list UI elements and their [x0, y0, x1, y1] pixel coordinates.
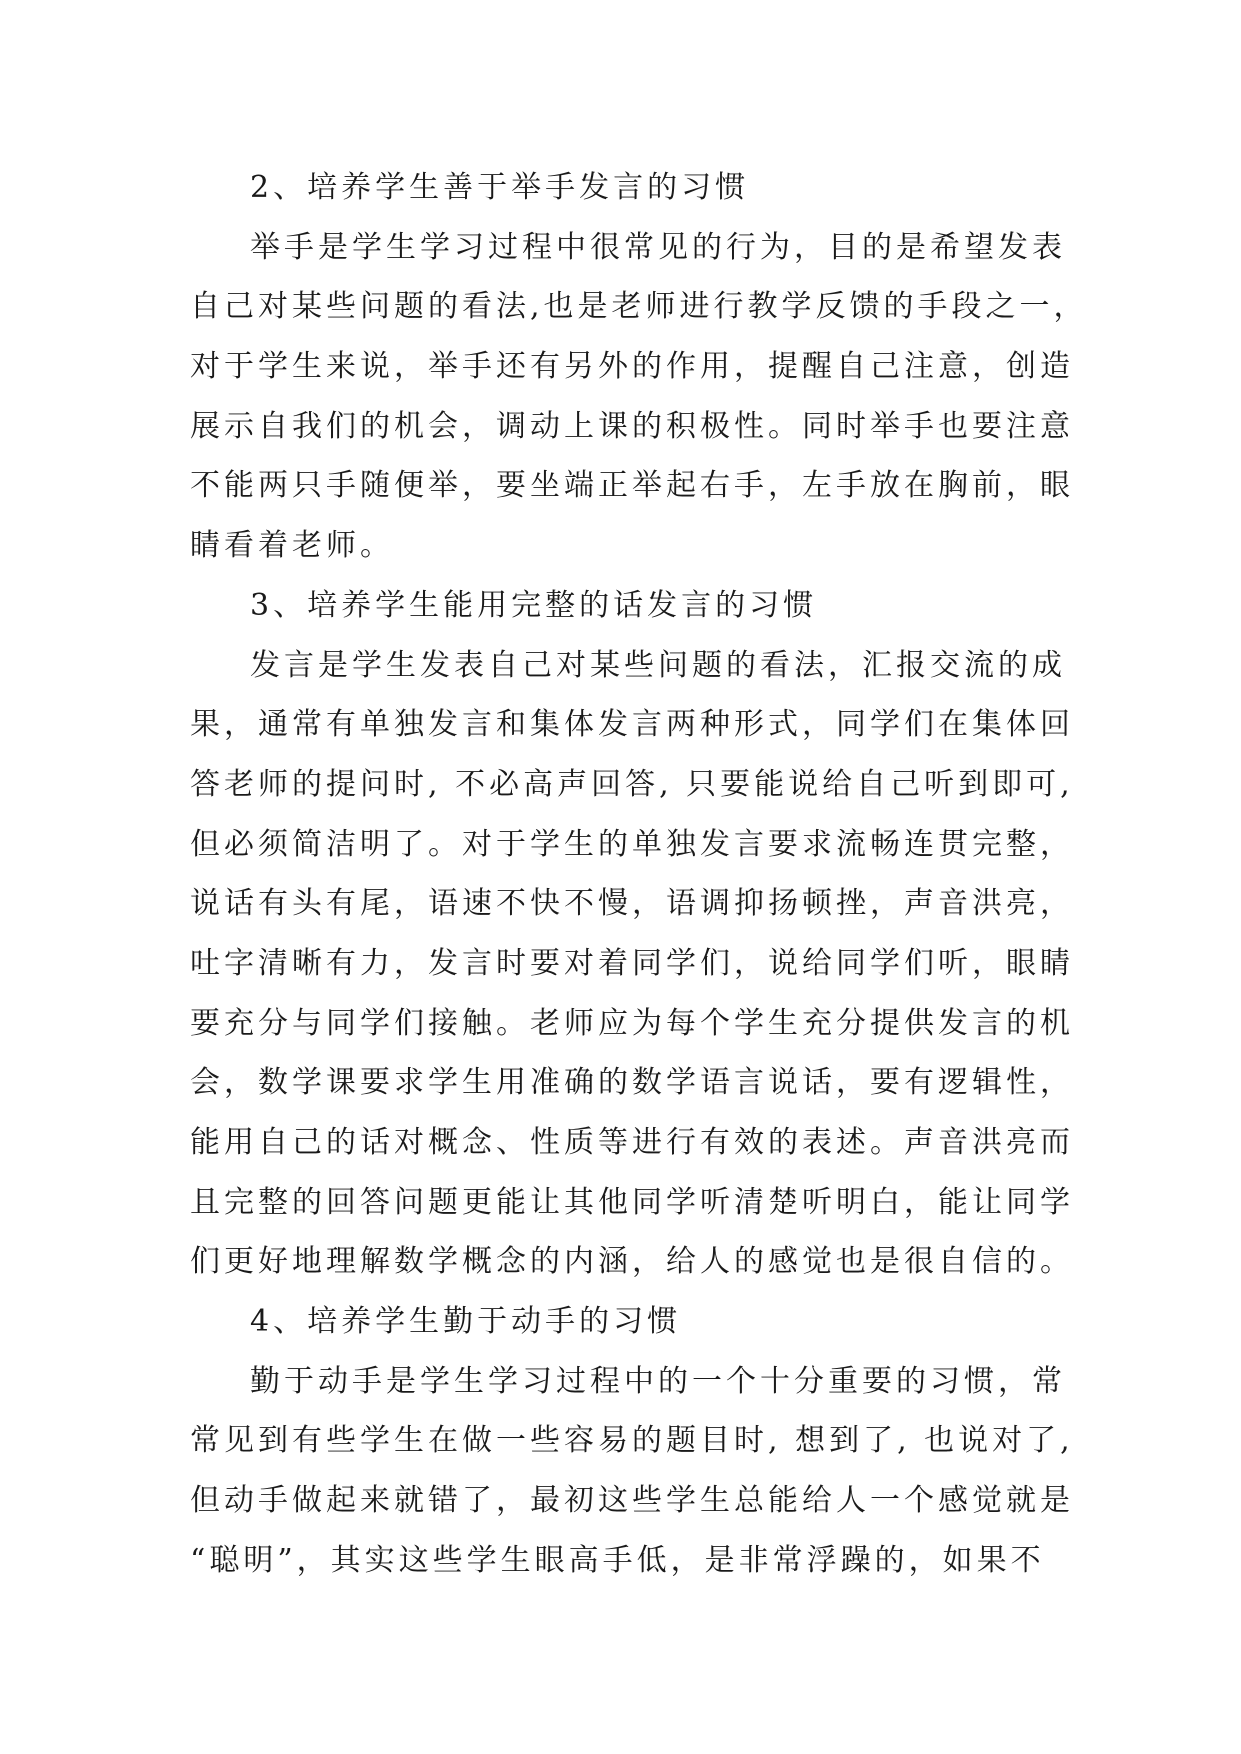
paragraph-line: 会，数学课要求学生用准确的数学语言说话，要有逻辑性，	[190, 1065, 1074, 1101]
heading-3: 3、培养学生能用完整的话发言的习惯	[250, 587, 818, 623]
paragraph-line: 不能两只手随便举，要坐端正举起右手，左手放在胸前，眼	[190, 468, 1074, 504]
paragraph-line: 们更好地理解数学概念的内涵，给人的感觉也是很自信的。	[190, 1244, 1074, 1280]
paragraph-line: 展示自我们的机会，调动上课的积极性。同时举手也要注意	[190, 408, 1074, 444]
paragraph-line: 睛看着老师。	[190, 528, 394, 564]
paragraph-line: 答老师的提问时, 不必高声回答, 只要能说给自己听到即可,	[190, 766, 1074, 802]
paragraph-line: 举手是学生学习过程中很常见的行为，目的是希望发表	[250, 229, 1066, 265]
paragraph-line: 吐字清晰有力，发言时要对着同学们，说给同学们听，眼睛	[190, 945, 1074, 981]
paragraph-line: 说话有头有尾，语速不快不慢，语调抑扬顿挫，声音洪亮，	[190, 886, 1074, 922]
paragraph-line: 勤于动手是学生学习过程中的一个十分重要的习惯，常	[250, 1363, 1066, 1399]
paragraph-line: 对于学生来说，举手还有另外的作用，提醒自己注意，创造	[190, 349, 1074, 385]
document-body	[190, 158, 1090, 1591]
heading-4: 4、培养学生勤于动手的习惯	[250, 1304, 682, 1340]
paragraph-line: 但动手做起来就错了，最初这些学生总能给人一个感觉就是	[190, 1483, 1074, 1519]
paragraph-line: 发言是学生发表自己对某些问题的看法，汇报交流的成	[250, 647, 1066, 683]
paragraph-line: 自己对某些问题的看法,也是老师进行教学反馈的手段之一，	[190, 289, 1088, 325]
paragraph-line: 但必须简洁明了。对于学生的单独发言要求流畅连贯完整，	[190, 826, 1074, 862]
paragraph-line: 且完整的回答问题更能让其他同学听清楚听明白，能让同学	[190, 1184, 1074, 1220]
paragraph-line: 能用自己的话对概念、性质等进行有效的表述。声音洪亮而	[190, 1125, 1074, 1160]
heading-2: 2、培养学生善于举手发言的习惯	[250, 170, 750, 205]
paragraph-line: 常见到有些学生在做一些容易的题目时, 想到了, 也说对了,	[190, 1423, 1074, 1459]
paragraph-line: “聪明”，其实这些学生眼高手低，是非常浮躁的，如果不	[190, 1542, 1045, 1578]
paragraph-line: 果，通常有单独发言和集体发言两种形式，同学们在集体回	[190, 707, 1074, 743]
paragraph-line: 要充分与同学们接触。老师应为每个学生充分提供发言的机	[190, 1005, 1074, 1041]
